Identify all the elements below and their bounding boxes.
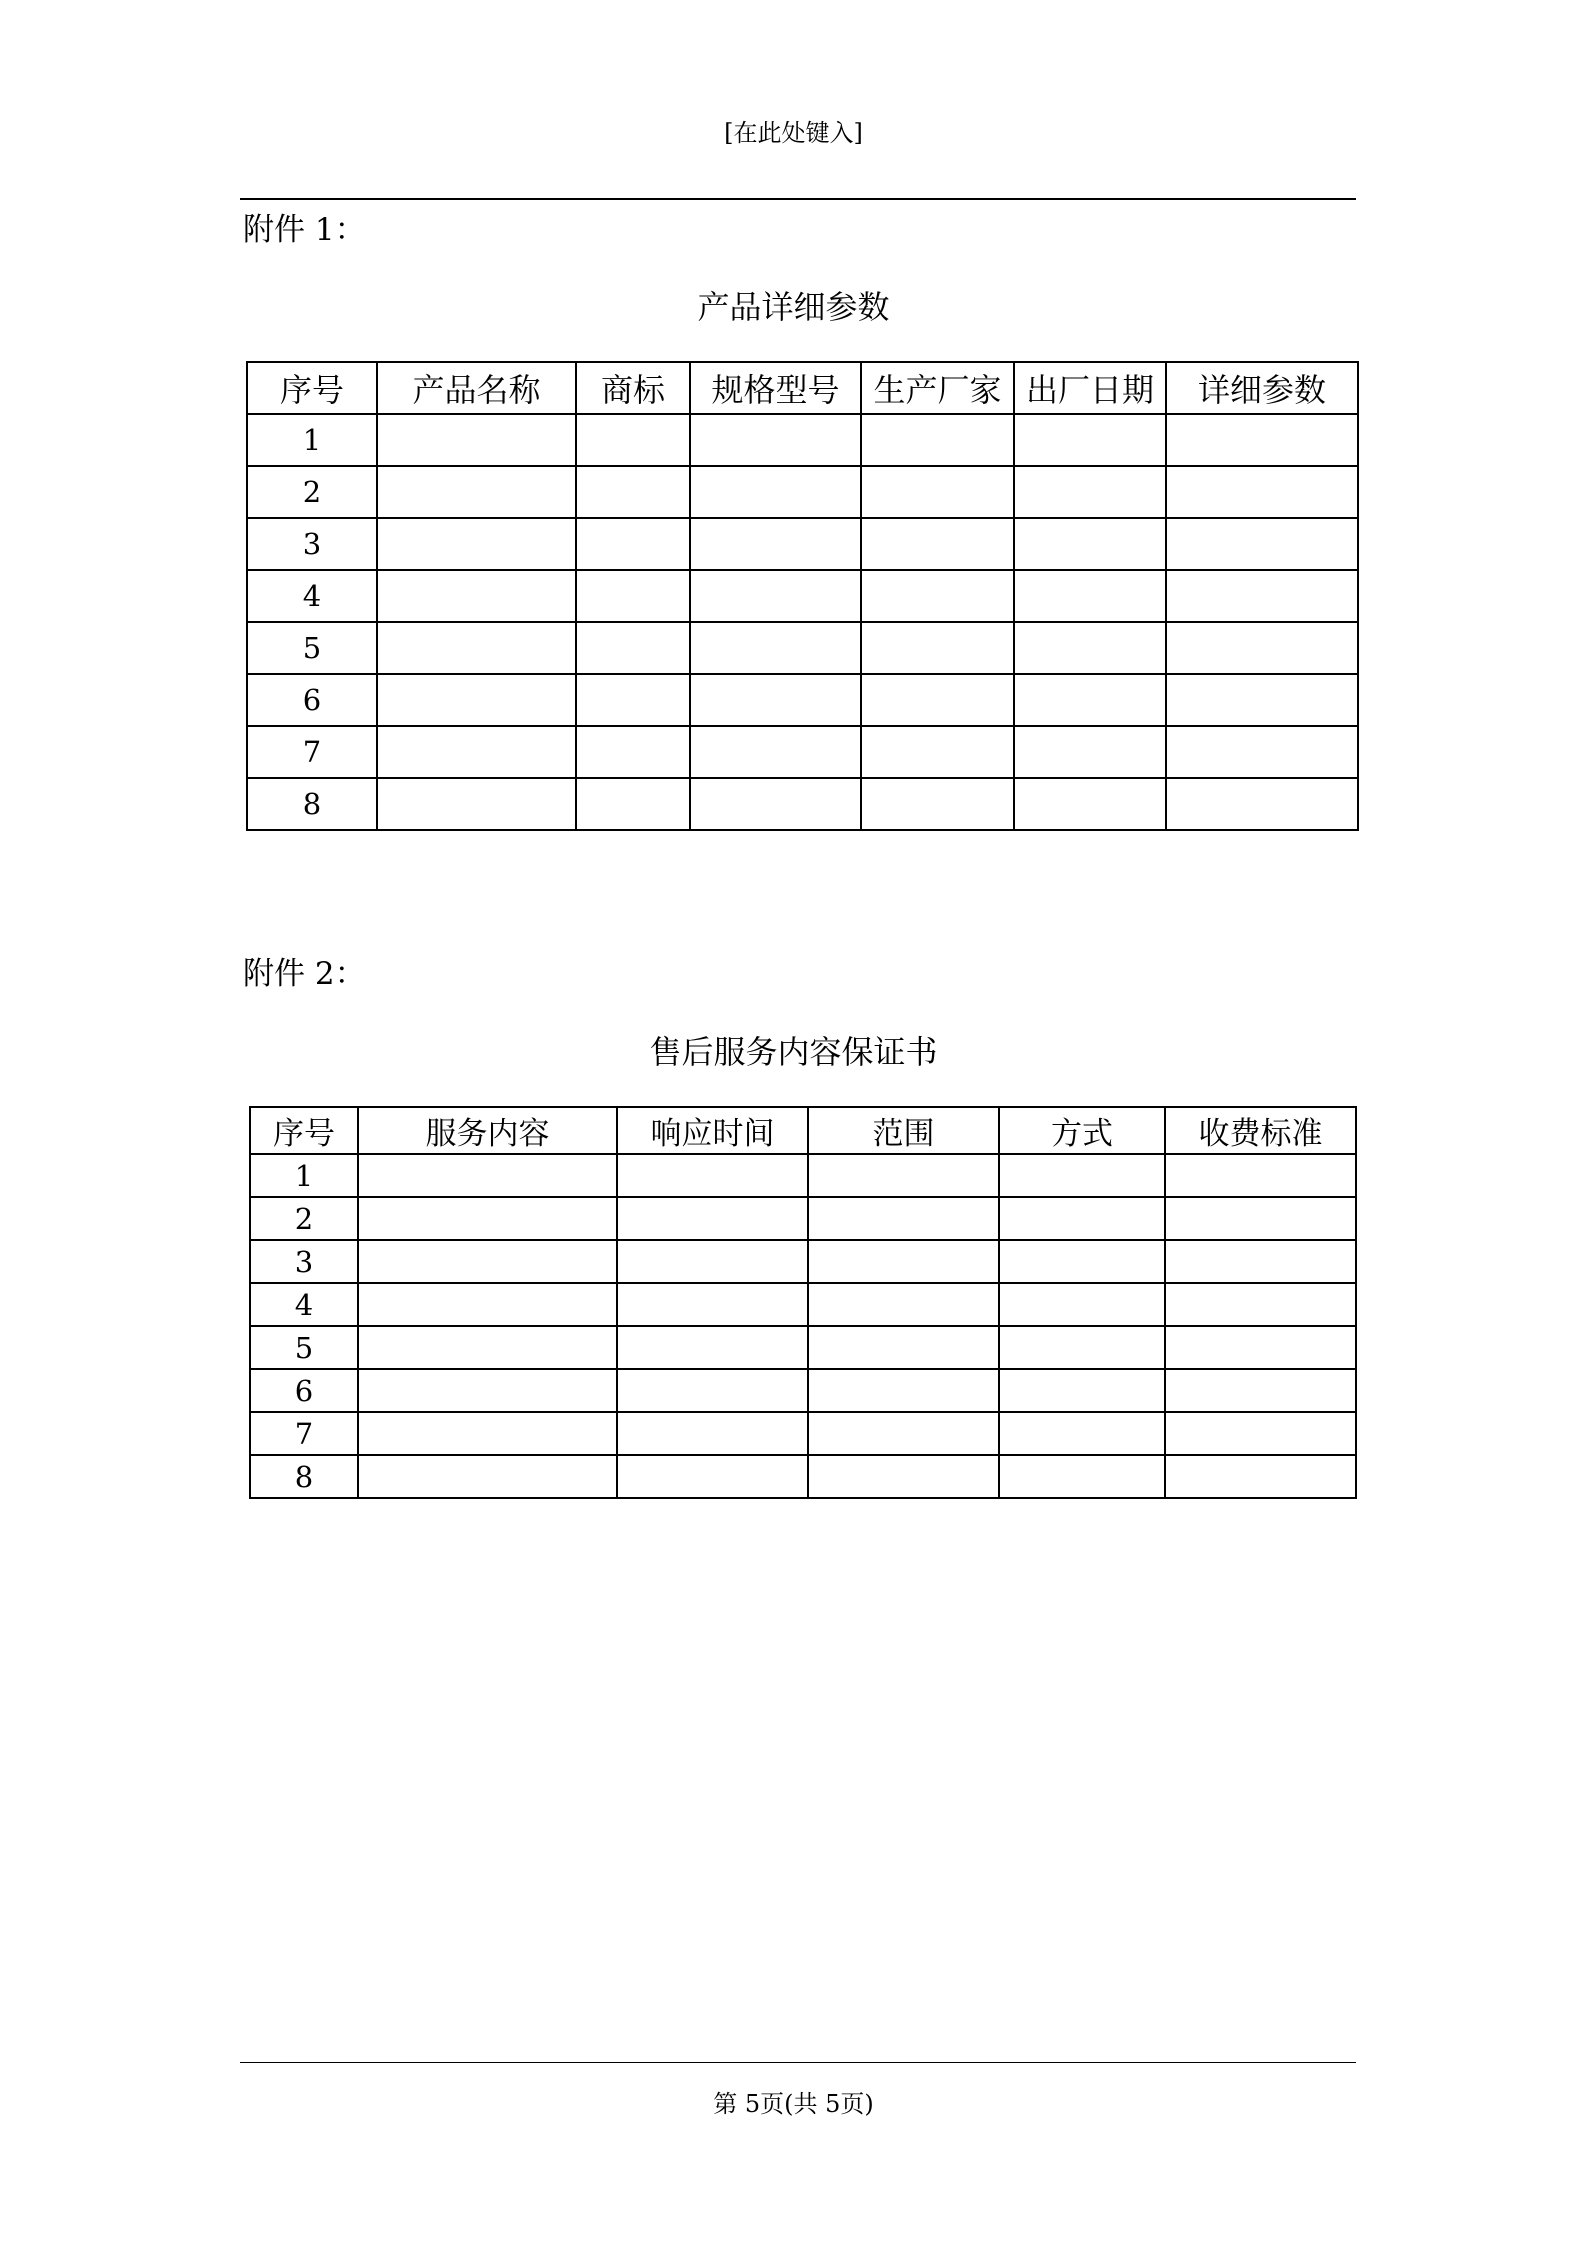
row-index: 7 [250,1412,358,1455]
row-index: 7 [247,726,377,778]
table-cell [1166,726,1358,778]
table-cell [999,1412,1165,1455]
table-cell [358,1240,617,1283]
table-cell [576,518,690,570]
table-cell [1165,1154,1356,1197]
table-cell [999,1154,1165,1197]
table-cell [808,1412,999,1455]
table-cell [377,726,576,778]
table-row [247,778,1358,830]
after-sales-service-table [249,1106,1357,1499]
column-header-scope: 范围 [808,1107,999,1154]
table-cell [999,1326,1165,1369]
column-header-method: 方式 [999,1107,1165,1154]
table-cell [690,414,861,466]
column-header-model: 规格型号 [690,362,861,414]
row-index: 2 [250,1197,358,1240]
column-header-manufacturer: 生产厂家 [861,362,1014,414]
row-index: 5 [247,622,377,674]
table-cell [617,1326,808,1369]
table-cell [617,1240,808,1283]
column-header-product-name: 产品名称 [377,362,576,414]
table-cell [808,1369,999,1412]
table-cell [576,622,690,674]
table-cell [861,778,1014,830]
table-cell [808,1240,999,1283]
table-row [247,570,1358,622]
table-cell [999,1369,1165,1412]
table-cell [999,1283,1165,1326]
table-row [247,674,1358,726]
row-index: 8 [250,1455,358,1498]
table-cell [808,1455,999,1498]
attachment-1-label: 附件 1： [243,212,366,248]
table-cell [808,1154,999,1197]
table-row [250,1240,1356,1283]
table-cell [861,570,1014,622]
column-header-index: 序号 [247,362,377,414]
table-cell [690,570,861,622]
row-index: 3 [250,1240,358,1283]
product-parameters-table [246,361,1359,831]
table-cell [1165,1283,1356,1326]
table-cell [617,1412,808,1455]
table-cell [377,622,576,674]
table-cell [1166,518,1358,570]
table-cell [1165,1455,1356,1498]
table-header-row [250,1107,1356,1154]
table-cell [358,1326,617,1369]
table-row [250,1154,1356,1197]
table-cell [861,414,1014,466]
table-cell [1166,414,1358,466]
attachment-2-label: 附件 2： [243,956,366,992]
table-cell [1014,570,1166,622]
column-header-details: 详细参数 [1166,362,1358,414]
table-cell [1165,1197,1356,1240]
table-row [247,622,1358,674]
table-cell [1166,622,1358,674]
table-cell [1166,674,1358,726]
table-row [247,466,1358,518]
table-cell [358,1197,617,1240]
header-rule [240,198,1356,200]
table-cell [1166,570,1358,622]
table-cell [377,674,576,726]
table-cell [377,570,576,622]
column-header-production-date: 出厂日期 [1014,362,1166,414]
row-index: 2 [247,466,377,518]
table-cell [1165,1412,1356,1455]
table-cell [1166,466,1358,518]
page-footer: 第 5页(共 5页) [713,2090,874,2118]
table-cell [690,778,861,830]
column-header-response-time: 响应时间 [617,1107,808,1154]
table-cell [617,1283,808,1326]
table-cell [690,518,861,570]
table-cell [576,778,690,830]
table-cell [861,518,1014,570]
table-cell [358,1455,617,1498]
table-cell [690,466,861,518]
table-cell [1014,674,1166,726]
table-cell [617,1455,808,1498]
table-cell [690,726,861,778]
table-row [250,1412,1356,1455]
row-index: 8 [247,778,377,830]
table-row [250,1369,1356,1412]
table-cell [617,1197,808,1240]
table-cell [377,414,576,466]
table-row [247,726,1358,778]
table-row [250,1326,1356,1369]
table-cell [999,1455,1165,1498]
table-cell [358,1412,617,1455]
table-cell [617,1369,808,1412]
table-cell [690,622,861,674]
footer-rule [240,2062,1356,2063]
table-row [247,518,1358,570]
table-cell [1014,466,1166,518]
table-row [247,414,1358,466]
table-header-row [247,362,1358,414]
table-cell [999,1240,1165,1283]
attachment-1-title: 产品详细参数 [697,288,890,326]
column-header-index: 序号 [250,1107,358,1154]
table-cell [1165,1240,1356,1283]
row-index: 4 [247,570,377,622]
column-header-trademark: 商标 [576,362,690,414]
table-cell [576,414,690,466]
table-cell [1014,622,1166,674]
table-cell [1014,726,1166,778]
row-index: 1 [247,414,377,466]
table-cell [1014,518,1166,570]
row-index: 6 [247,674,377,726]
table-cell [861,466,1014,518]
row-index: 3 [247,518,377,570]
table-cell [690,674,861,726]
row-index: 6 [250,1369,358,1412]
table-row [250,1197,1356,1240]
row-index: 5 [250,1326,358,1369]
table-cell [1014,414,1166,466]
row-index: 4 [250,1283,358,1326]
column-header-service-content: 服务内容 [358,1107,617,1154]
table-cell [617,1154,808,1197]
table-cell [1014,778,1166,830]
table-row [250,1283,1356,1326]
table-cell [999,1197,1165,1240]
table-cell [377,518,576,570]
table-cell [808,1197,999,1240]
table-cell [377,466,576,518]
table-cell [1166,778,1358,830]
page-header: [在此处键入] [724,119,863,147]
attachment-2-title: 售后服务内容保证书 [649,1033,938,1071]
table-cell [808,1326,999,1369]
table-cell [576,674,690,726]
table-cell [1165,1326,1356,1369]
column-header-fee-standard: 收费标准 [1165,1107,1356,1154]
table-cell [1165,1369,1356,1412]
table-cell [861,674,1014,726]
table-cell [576,570,690,622]
table-cell [358,1369,617,1412]
table-cell [861,622,1014,674]
table-cell [358,1283,617,1326]
table-cell [808,1283,999,1326]
table-cell [377,778,576,830]
row-index: 1 [250,1154,358,1197]
table-cell [576,726,690,778]
table-cell [358,1154,617,1197]
table-cell [861,726,1014,778]
table-row [250,1455,1356,1498]
table-cell [576,466,690,518]
